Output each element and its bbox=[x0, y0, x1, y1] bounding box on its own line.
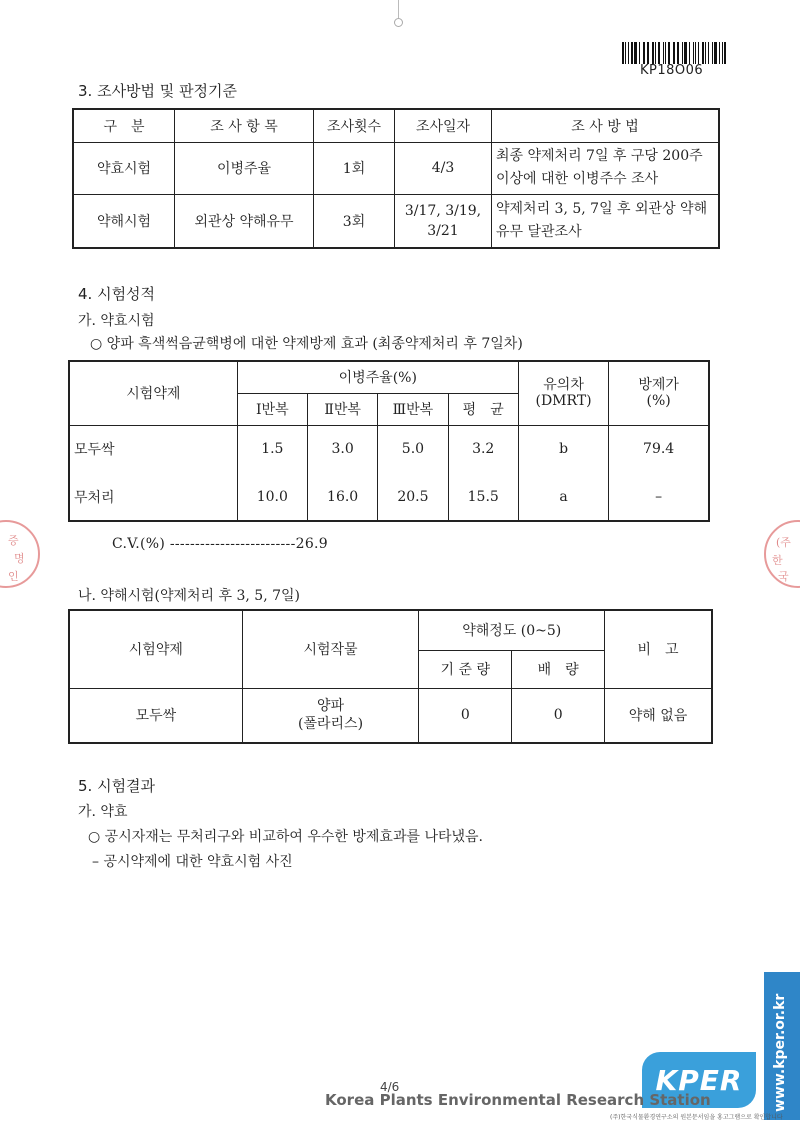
cell-average: 15.5 bbox=[448, 473, 518, 521]
barcode-stripe bbox=[643, 42, 644, 64]
cell-crop: 양파 (폴라리스) bbox=[242, 688, 419, 743]
cv-line: C.V.(%) -------------------------26.9 bbox=[112, 536, 328, 552]
cell-agent: 무처리 bbox=[69, 473, 237, 521]
barcode-stripe bbox=[668, 42, 670, 64]
barcode-stripe bbox=[663, 42, 664, 64]
subsection-efficacy-result: 가. 약효 bbox=[78, 804, 128, 820]
result-statement: ○ 공시자재는 무처리구와 비교하여 우수한 방제효과를 나타냈음. bbox=[88, 829, 483, 845]
header-phytotoxicity-degree: 약해정도 (0~5) bbox=[419, 610, 605, 650]
website-url: www.kper.or.kr bbox=[772, 993, 788, 1112]
barcode-stripe bbox=[658, 42, 661, 64]
barcode-stripe bbox=[647, 42, 649, 64]
cell-note: 약해 없음 bbox=[605, 688, 712, 743]
barcode-stripe bbox=[708, 42, 709, 64]
punch-mark bbox=[394, 0, 404, 36]
cell-method: 약제처리 3, 5, 7일 후 외관상 약해유무 달관조사 bbox=[492, 194, 720, 248]
header-significance: 유의차 (DMRT) bbox=[518, 361, 608, 425]
header-item: 조 사 항 목 bbox=[175, 109, 314, 142]
cell-control-value: – bbox=[609, 473, 709, 521]
barcode-stripe bbox=[689, 42, 691, 64]
header-agent: 시험약제 bbox=[69, 610, 242, 688]
barcode-stripe bbox=[712, 42, 713, 64]
barcode-stripe bbox=[684, 42, 687, 64]
header-average: 평 균 bbox=[448, 393, 518, 425]
cell-division: 약해시험 bbox=[73, 194, 175, 248]
cell-rep-3: 20.5 bbox=[378, 473, 448, 521]
cell-item: 이병주율 bbox=[175, 142, 314, 194]
header-crop: 시험작물 bbox=[242, 610, 419, 688]
cell-date: 4/3 bbox=[395, 142, 492, 194]
table-row bbox=[69, 473, 709, 521]
barcode-stripe bbox=[625, 42, 626, 64]
barcode-stripe bbox=[698, 42, 699, 64]
table-row bbox=[69, 688, 712, 743]
barcode-stripe bbox=[693, 42, 694, 64]
barcode-stripe bbox=[682, 42, 683, 64]
subsection-phytotoxicity: 나. 약해시험(약제처리 후 3, 5, 7일) bbox=[78, 588, 301, 604]
barcode-stripe bbox=[695, 42, 696, 64]
cell-control-value: 79.4 bbox=[609, 425, 709, 473]
barcode-stripe bbox=[677, 42, 679, 64]
cell-double-dose: 0 bbox=[512, 688, 605, 743]
cell-rep-1: 10.0 bbox=[237, 473, 307, 521]
barcode bbox=[622, 42, 728, 64]
barcode-stripe bbox=[665, 42, 666, 64]
header-rep-2: Ⅱ반복 bbox=[307, 393, 377, 425]
cell-standard-dose: 0 bbox=[419, 688, 512, 743]
barcode-stripe bbox=[722, 42, 723, 64]
cell-rep-1: 1.5 bbox=[237, 425, 307, 473]
barcode-stripe bbox=[652, 42, 654, 64]
header-infection-rate: 이병주율(%) bbox=[237, 361, 518, 393]
survey-method-table bbox=[72, 108, 720, 249]
document-code: KP18O06 bbox=[640, 63, 704, 78]
barcode-stripe bbox=[655, 42, 656, 64]
efficacy-description: ○ 양파 흑색썩음균핵병에 대한 약제방제 효과 (최종약제처리 후 7일차) bbox=[90, 336, 523, 352]
table-row bbox=[73, 194, 719, 248]
barcode-stripe bbox=[702, 42, 704, 64]
header-rep-1: Ⅰ반복 bbox=[237, 393, 307, 425]
cell-item: 외관상 약해유무 bbox=[175, 194, 314, 248]
seal-stamp-left: 증 명 인 bbox=[0, 520, 40, 588]
barcode-stripe bbox=[705, 42, 707, 64]
header-rep-3: Ⅲ반복 bbox=[378, 393, 448, 425]
barcode-stripe bbox=[634, 42, 637, 64]
barcode-stripe bbox=[631, 42, 633, 64]
cell-rep-3: 5.0 bbox=[378, 425, 448, 473]
phytotoxicity-table bbox=[68, 609, 713, 744]
header-method: 조 사 방 법 bbox=[492, 109, 720, 142]
barcode-stripe bbox=[644, 42, 645, 64]
cell-significance: a bbox=[518, 473, 608, 521]
barcode-stripe bbox=[719, 42, 720, 64]
page-number: 4/6 bbox=[380, 1080, 400, 1094]
barcode-stripe bbox=[724, 42, 726, 64]
footer-station-name: Korea Plants Environmental Research Station bbox=[325, 1091, 711, 1109]
hologram-note: (주)한국식물환경연구소의 원본문서임을 홍고그램으로 확인합니다 bbox=[610, 1114, 783, 1121]
side-url-bar bbox=[764, 972, 800, 1120]
table-row bbox=[69, 425, 709, 473]
section-3-title: 3. 조사방법 및 판정기준 bbox=[78, 82, 238, 100]
barcode-stripe bbox=[628, 42, 629, 64]
cell-count: 1회 bbox=[314, 142, 395, 194]
header-date: 조사일자 bbox=[395, 109, 492, 142]
barcode-stripe bbox=[674, 42, 675, 64]
cell-count: 3회 bbox=[314, 194, 395, 248]
subsection-efficacy: 가. 약효시험 bbox=[78, 313, 155, 329]
table-row bbox=[73, 142, 719, 194]
header-division: 구 분 bbox=[73, 109, 175, 142]
section-5-title: 5. 시험결과 bbox=[78, 777, 156, 795]
cell-agent: 모두싹 bbox=[69, 425, 237, 473]
seal-stamp-right: (주 한 국 bbox=[764, 520, 800, 588]
cell-method: 최종 약제처리 7일 후 구당 200주 이상에 대한 이병주수 조사 bbox=[492, 142, 720, 194]
barcode-stripe bbox=[622, 42, 624, 64]
header-count: 조사횟수 bbox=[314, 109, 395, 142]
header-agent: 시험약제 bbox=[69, 361, 237, 425]
barcode-stripe bbox=[639, 42, 640, 64]
photo-caption: – 공시약제에 대한 약효시험 사진 bbox=[92, 854, 293, 870]
cell-rep-2: 16.0 bbox=[307, 473, 377, 521]
section-4-title: 4. 시험성적 bbox=[78, 285, 156, 303]
efficacy-table bbox=[68, 360, 710, 522]
header-double-dose: 배 량 bbox=[512, 650, 605, 688]
cell-agent: 모두싹 bbox=[69, 688, 242, 743]
cell-division: 약효시험 bbox=[73, 142, 175, 194]
cell-date: 3/17, 3/19, 3/21 bbox=[395, 194, 492, 248]
header-standard-dose: 기 준 량 bbox=[419, 650, 512, 688]
cell-rep-2: 3.0 bbox=[307, 425, 377, 473]
barcode-stripe bbox=[673, 42, 674, 64]
header-note: 비 고 bbox=[605, 610, 712, 688]
barcode-stripe bbox=[714, 42, 717, 64]
cell-significance: b bbox=[518, 425, 608, 473]
header-control-value: 방제가 (%) bbox=[609, 361, 709, 425]
cell-average: 3.2 bbox=[448, 425, 518, 473]
logo-text: KPER bbox=[655, 1063, 743, 1097]
